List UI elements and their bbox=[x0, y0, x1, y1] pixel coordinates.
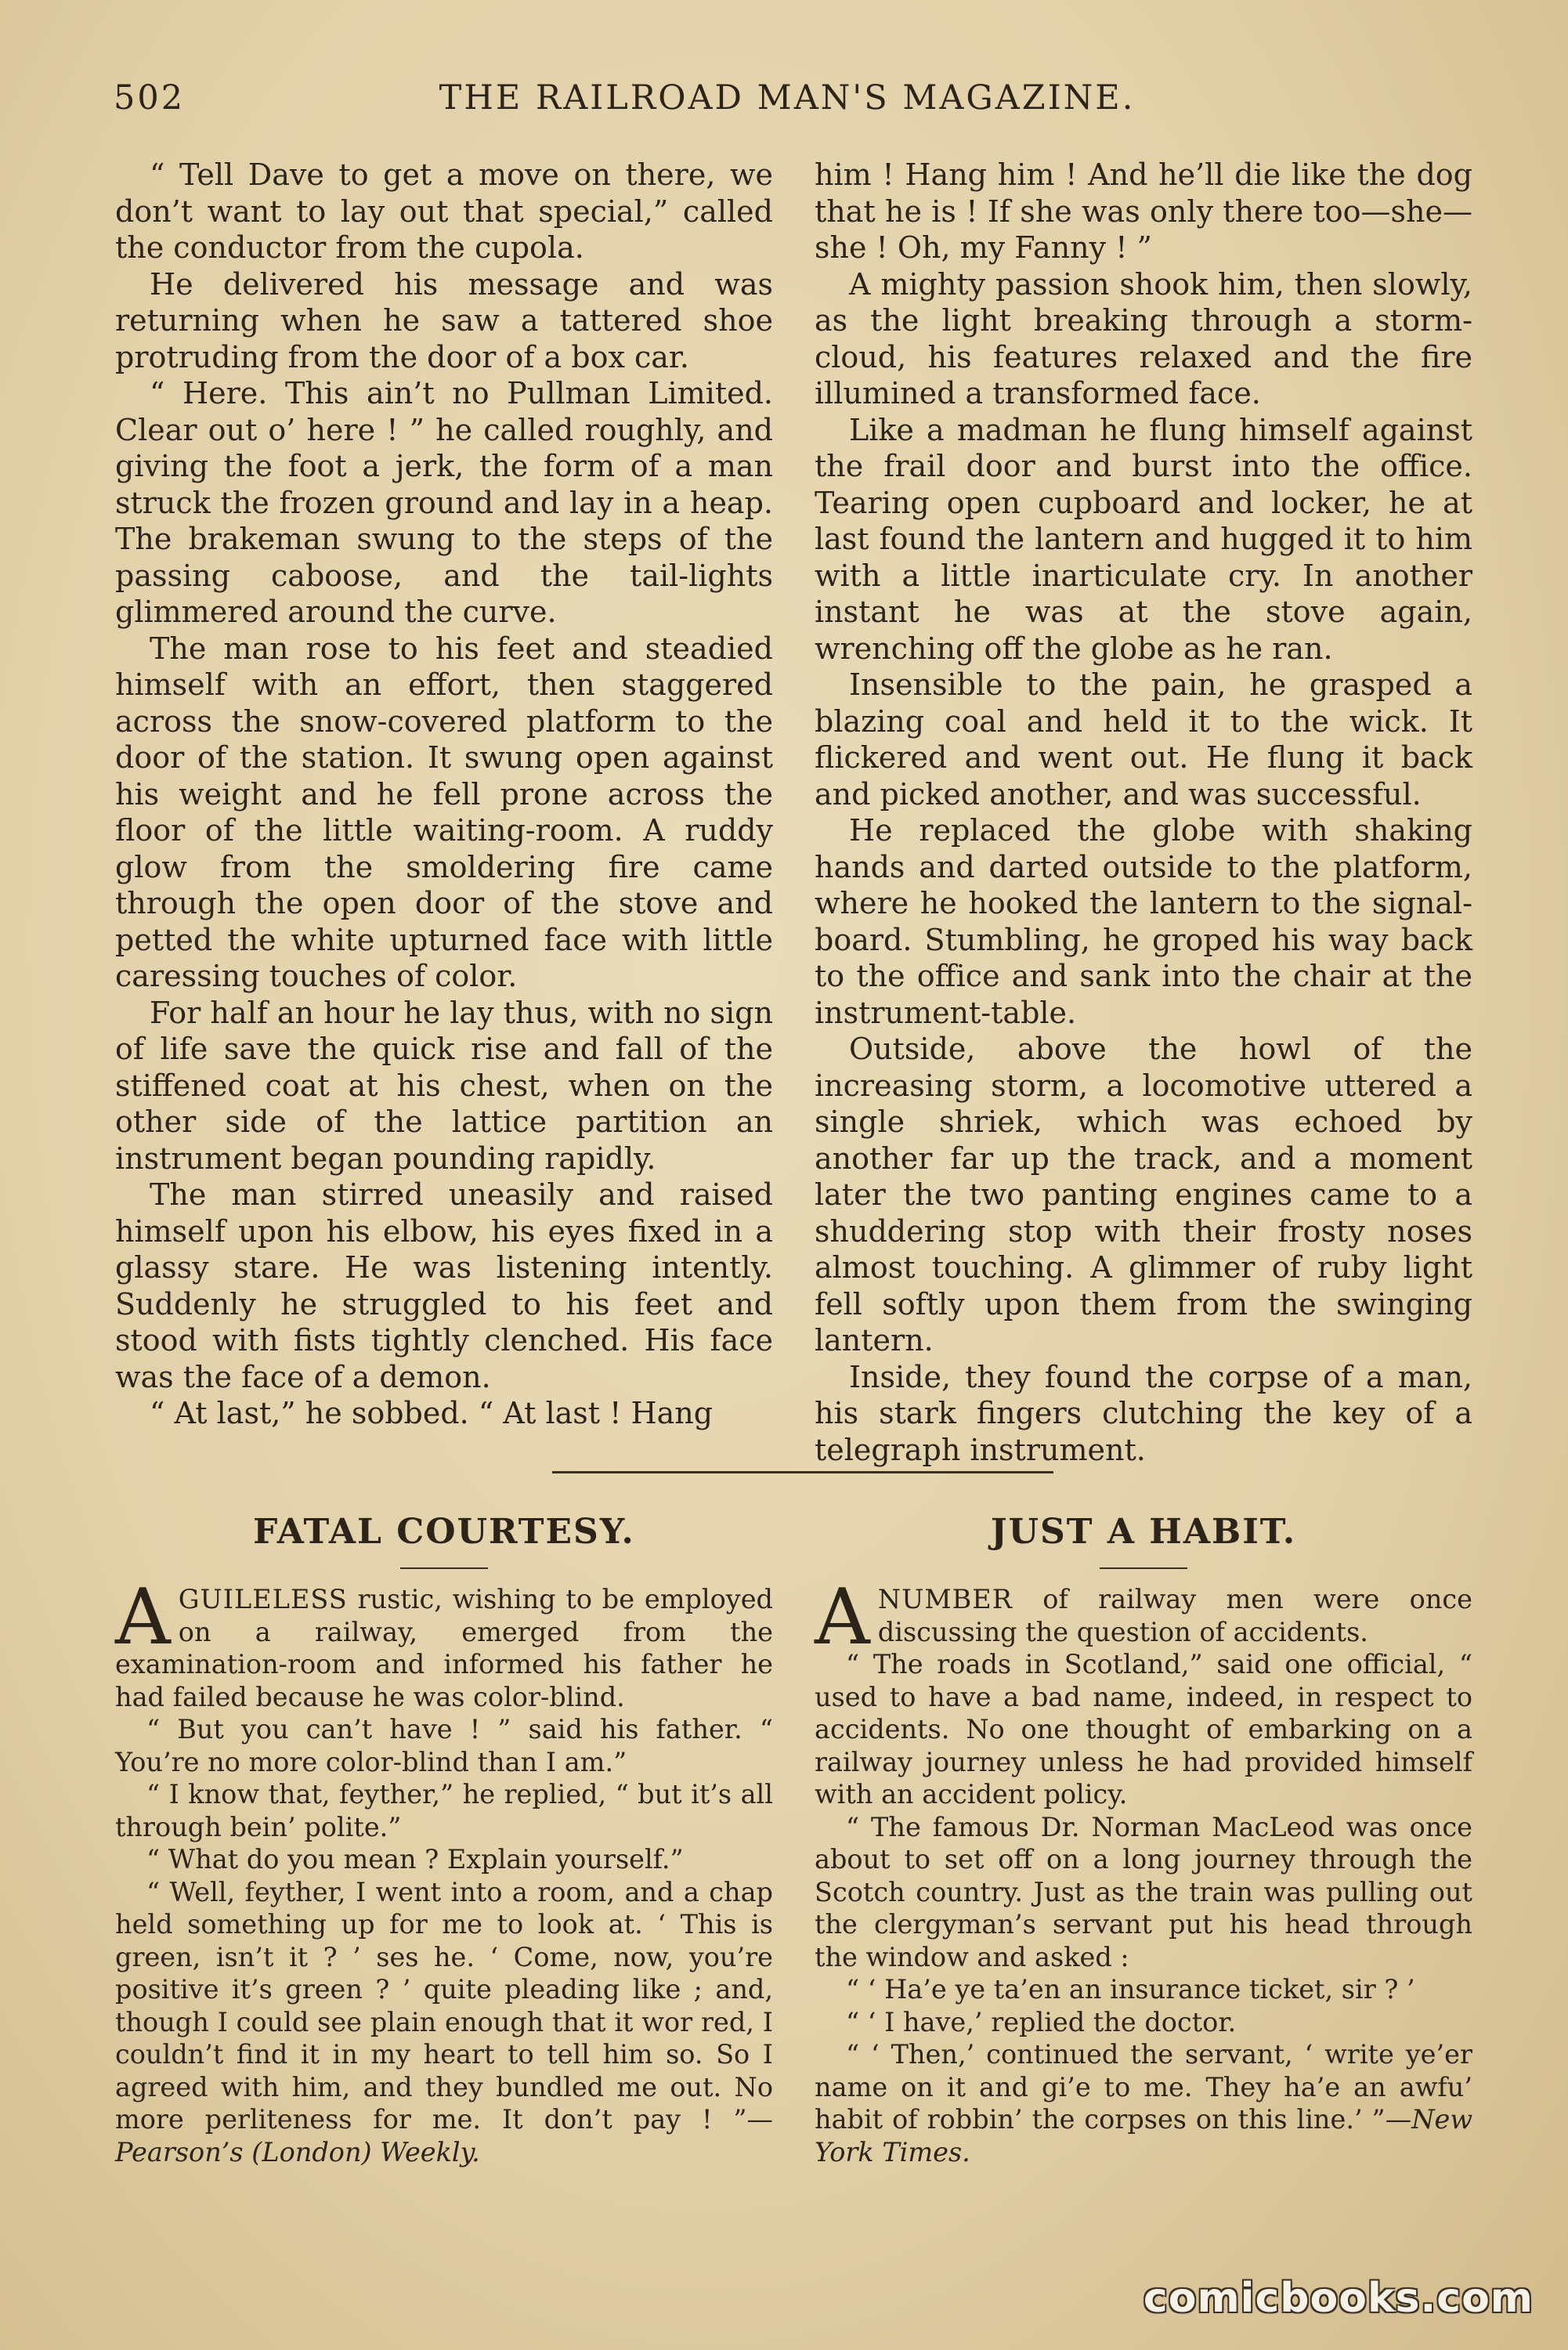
story-paragraph: “ Here. This ain’t no Pullman Limited. Clear out o’ here ! ” he called roughly, and giving the foot a jerk, the form of a man struck the frozen ground and lay in a heap. The brakeman swung to the steps of the passing caboose, and the tail-lights glimmered around the curve. bbox=[115, 376, 773, 629]
article-source: —Pearson’s (London) Weekly. bbox=[115, 2104, 773, 2167]
story-paragraph: “ Tell Dave to get a move on there, we don’t want to lay out that special,” called the conductor from the cupola. bbox=[115, 157, 773, 265]
section-divider bbox=[552, 1471, 1053, 1473]
article-paragraph: “ I know that, feyther,” he replied, “ but it’s all through bein’ polite.” bbox=[115, 1779, 773, 1842]
article-paragraph: “ The roads in Scotland,” said one official, “ used to have a bad name, indeed, in respect to accidents. No one thought of embarking on a railway journey unless he had provided himself with an accident policy. bbox=[815, 1649, 1472, 1810]
story-column-right bbox=[815, 157, 1472, 1468]
story-paragraph: He delivered his message and was returning when he saw a tattered shoe protruding from the door of a box car. bbox=[115, 266, 773, 374]
title-underline bbox=[400, 1567, 488, 1569]
lead-word: NUMBER bbox=[877, 1584, 1013, 1614]
page-number: 502 bbox=[114, 78, 186, 118]
article-first-paragraph bbox=[815, 1573, 1472, 1662]
first-paragraph-text: of railway men were once discussing the question of accidents. bbox=[877, 1584, 1472, 1647]
article-first-paragraph bbox=[115, 1573, 773, 1713]
lead-word: GUILELESS bbox=[178, 1584, 348, 1614]
story-paragraph: Insensible to the pain, he grasped a blazing coal and held it to the wick. It flickered and went out. He flung it back and picked another, and was successful. bbox=[815, 667, 1472, 812]
article-paragraph: “ The famous Dr. Norman MacLeod was once about to set off on a long journey through the Scotch country. Just as the train was pulling out the clergyman’s servant put his head through the window and asked : bbox=[815, 1811, 1472, 1972]
title-underline bbox=[1100, 1567, 1187, 1569]
story-paragraph: He replaced the globe with shaking hands and darted outside to the platform, where he hooked the lantern to the signal-board. Stumbling, he groped his way back to the office and sank into the chair at the instrument-table. bbox=[815, 813, 1472, 1030]
article-paragraph bbox=[115, 1876, 773, 2169]
article-source: —New York Times. bbox=[815, 2104, 1472, 2167]
story-paragraph: For half an hour he lay thus, with no sign of life save the quick rise and fall of the stiffened coat at his chest, when on the other side of the lattice partition an instrument began pounding rapidly. bbox=[115, 995, 773, 1176]
drop-cap: A bbox=[815, 1573, 870, 1662]
story-paragraph: Like a madman he flung himself against the frail door and burst into the office. Tearing open cupboard and locker, he at last found the lantern and hugged it to him with a little inarticulate cry. In another instant he was at the stove again, wrenching off the globe as he ran. bbox=[815, 412, 1472, 666]
article-paragraph-text: “ Well, feyther, I went into a room, and a chap held something up for me to look at. ‘ This is green, isn’t it ? ’ ses he. ‘ Come, now, you’re positive it’s green ? ’ quite pleading like ; and, though I could see plain enough that it wor red, I couldn’t find it in my heart to tell him so. So I agreed with him, and they bundled me out. No more perliteness for me. It don’t pay ! ” bbox=[115, 1876, 773, 2135]
article-title: FATAL COURTESY. bbox=[253, 1512, 635, 1552]
article-paragraph: “ What do you mean ? Explain yourself.” bbox=[146, 1844, 684, 1875]
story-paragraph: A mighty passion shook him, then slowly, as the light breaking through a storm-cloud, his features relaxed and the fire illumined a transformed face. bbox=[815, 266, 1472, 410]
story-paragraph: The man rose to his feet and steadied himself with an effort, then staggered across the snow-covered platform to the door of the station. It swung open against his weight and he fell prone across the floor of the little waiting-room. A ruddy glow from the smoldering fire came through the open door of the stove and petted the white upturned face with little caressing touches of color. bbox=[115, 631, 773, 993]
story-paragraph: Inside, they found the corpse of a man, his stark fingers clutching the key of a telegraph instrument. bbox=[815, 1359, 1472, 1467]
article-paragraph: “ But you can’t have ! ” said his father. “ You’re no more color-blind than I am.” bbox=[115, 1714, 773, 1777]
article-paragraph: “ ‘ Ha’e ye ta’en an insurance ticket, sir ? ’ bbox=[846, 1974, 1415, 2005]
article-title: JUST A HABIT. bbox=[990, 1512, 1297, 1552]
drop-cap: A bbox=[115, 1573, 171, 1662]
article-paragraph bbox=[815, 2038, 1472, 2168]
story-paragraph: “ At last,” he sobbed. “ At last ! Hang bbox=[150, 1396, 714, 1430]
story-paragraph-continued: him ! Hang him ! And he’ll die like the dog that he is ! If she was only there too—she—she ! Oh, my Fanny ! ” bbox=[815, 157, 1472, 265]
article-body bbox=[815, 1573, 1472, 2168]
story-column-left bbox=[115, 157, 773, 1432]
first-paragraph-text: rustic, wishing to be employed on a railway, emerged from the examination-room and informed his father he had failed because he was color-blind. bbox=[115, 1584, 773, 1712]
article-just-a-habit bbox=[815, 1512, 1472, 2168]
article-paragraph: “ ‘ I have,’ replied the doctor. bbox=[846, 2006, 1237, 2037]
article-body bbox=[115, 1573, 773, 2168]
article-paragraph-text: “ ‘ Then,’ continued the servant, ‘ write ye’er name on it and gi’e to me. They ha’e an awfu’ habit of robbin’ the corpses on this line.’ ” bbox=[815, 2039, 1472, 2135]
article-fatal-courtesy bbox=[115, 1512, 773, 2168]
story-paragraph: Outside, above the howl of the increasing storm, a locomotive uttered a single shriek, which was echoed by another far up the track, and a moment later the two panting engines came to a shuddering stop with their frosty noses almost touching. A glimmer of ruby light fell softly upon them from the swinging lantern. bbox=[815, 1032, 1472, 1358]
magazine-title: THE RAILROAD MAN'S MAGAZINE. bbox=[439, 78, 1136, 118]
story-paragraph: The man stirred uneasily and raised himself upon his elbow, his eyes fixed in a glassy stare. He was listening intently. Suddenly he struggled to his feet and stood with fists tightly clenched. His face was the face of a demon. bbox=[115, 1177, 773, 1394]
site-watermark: comicbooks.com bbox=[1143, 2275, 1534, 2322]
